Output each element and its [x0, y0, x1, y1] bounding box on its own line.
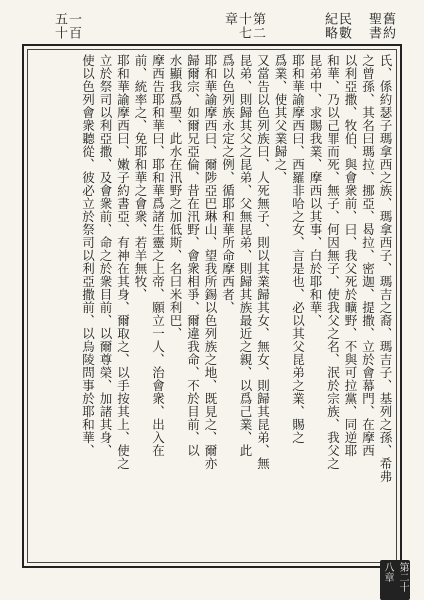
text-column: 昆弟中、求賜我業、摩西以其事、白於耶和華、 [308, 54, 323, 327]
text-column: 摩西告耶和華曰、耶和華爲諸生靈之上帝、願立一人、治會衆、出入在 [150, 54, 166, 457]
text-column: 和華、乃以己罪而死、無子、何因無子、使我父之名、泯於宗族、我父之 [325, 54, 341, 470]
text-column: 水顯我爲聖、此水在汛野之加低斯、名曰米利巴、 [168, 54, 183, 340]
verse-marker [380, 560, 410, 600]
text-column: 前、統率之、免耶和華之會衆、若羊無牧、 [133, 54, 148, 301]
text-column: 耶和華諭摩西曰、爾陟亞巴琳山、望我所錫以色列族之地、既見之、爾亦 [203, 54, 218, 470]
text-column: 立於祭司以利亞撒、及會衆前、命之於衆目前、以爾尊榮、加諸其身、 [98, 54, 113, 457]
text-column: 之曾孫、其名曰瑪拉、挪亞、曷拉、密迦、提撒、立於會幕門、在摩西 [360, 54, 376, 457]
text-column: 耶和華諭摩西曰、西羅非哈之女、言是也、必以其父昆弟之業、賜之 [290, 54, 306, 444]
text-column: 氏、係約瑟子瑪拿西之族、瑪拿西子、瑪吉之裔、瑪吉子、基列之孫、希弗 [378, 54, 393, 483]
text-column: 耶和華諭摩西曰、嫩子約書亞、有神在其身、爾取之、以手按其上、使之 [115, 54, 131, 470]
text-column: 以利亞撒、牧伯、與會衆前、曰、我父死於曠野、不與可拉黨、同逆耶 [343, 54, 358, 457]
body-text [30, 54, 394, 558]
page-number: 一百五十 [52, 12, 81, 40]
book-title: 舊約聖書 [366, 12, 395, 40]
text-column: 又當告以色列族曰、人死無子、則以其業歸其女、無女、則歸其昆弟、無 [255, 54, 271, 470]
text-column: 歸爾宗、如爾兄亞倫、昔在汛野、會衆相爭、爾違我命、不於目前、以 [185, 54, 201, 457]
chapter-marker-badge: 第二十八章 [380, 560, 410, 600]
page-header [22, 6, 402, 42]
chapter-heading: 第二十七章 [222, 12, 265, 40]
book-name: 民數紀略 [322, 12, 351, 40]
text-column: 爲業、使其父業歸之、 [273, 54, 288, 184]
text-column: 昆弟、則歸其父之昆弟、父無昆弟、則歸其族最近之親、以爲己業、此 [238, 54, 253, 457]
text-column: 使以色列會衆聽從、彼必立於祭司以利亞撒前、以烏陵問事於耶和華、 [80, 54, 96, 457]
text-column: 爲以色列族永定之例、循耶和華所命摩西者、 [220, 54, 236, 314]
